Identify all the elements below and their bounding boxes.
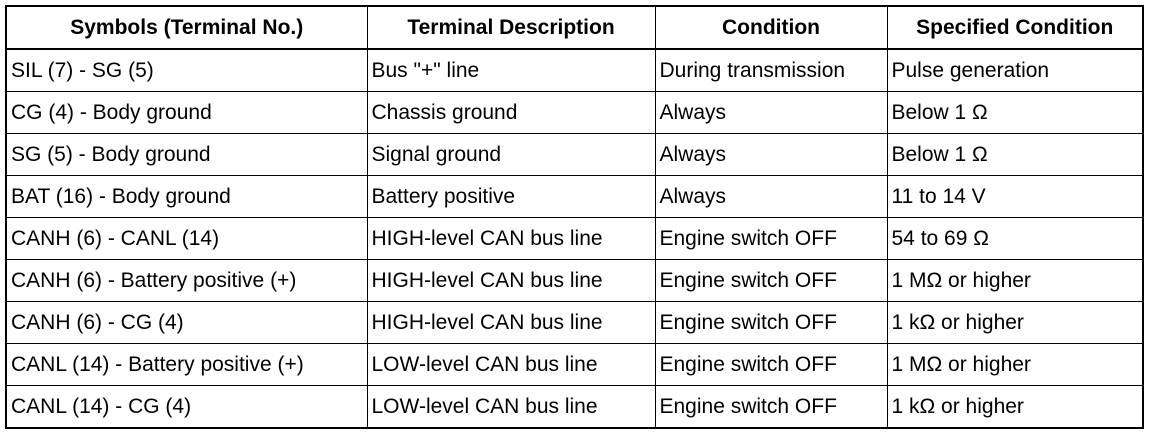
- header-condition: Condition: [655, 6, 887, 49]
- cell-symbols: CANL (14) - Battery positive (+): [6, 344, 367, 386]
- cell-description: HIGH-level CAN bus line: [367, 260, 655, 302]
- cell-symbols: BAT (16) - Body ground: [6, 176, 367, 218]
- cell-condition: Engine switch OFF: [655, 218, 887, 260]
- cell-description: LOW-level CAN bus line: [367, 344, 655, 386]
- cell-specified: 1 kΩ or higher: [887, 302, 1143, 344]
- cell-description: HIGH-level CAN bus line: [367, 218, 655, 260]
- header-symbols: Symbols (Terminal No.): [6, 6, 367, 49]
- table-row: [6, 134, 1143, 176]
- cell-symbols: SG (5) - Body ground: [6, 134, 367, 176]
- table-row: [6, 344, 1143, 386]
- cell-specified: Below 1 Ω: [887, 134, 1143, 176]
- cell-description: Bus "+" line: [367, 49, 655, 92]
- table-header-row: [6, 6, 1143, 49]
- table-row: [6, 260, 1143, 302]
- cell-condition: Engine switch OFF: [655, 344, 887, 386]
- terminal-spec-table: [5, 5, 1144, 429]
- cell-description: LOW-level CAN bus line: [367, 386, 655, 429]
- cell-condition: Engine switch OFF: [655, 260, 887, 302]
- table-row: [6, 49, 1143, 92]
- table-row: [6, 92, 1143, 134]
- table-row: [6, 302, 1143, 344]
- cell-symbols: CG (4) - Body ground: [6, 92, 367, 134]
- header-terminal-description: Terminal Description: [367, 6, 655, 49]
- cell-symbols: CANH (6) - CG (4): [6, 302, 367, 344]
- cell-condition: During transmission: [655, 49, 887, 92]
- cell-condition: Always: [655, 134, 887, 176]
- cell-specified: 11 to 14 V: [887, 176, 1143, 218]
- cell-description: HIGH-level CAN bus line: [367, 302, 655, 344]
- header-specified-condition: Specified Condition: [887, 6, 1143, 49]
- cell-specified: 54 to 69 Ω: [887, 218, 1143, 260]
- cell-symbols: CANH (6) - CANL (14): [6, 218, 367, 260]
- cell-description: Battery positive: [367, 176, 655, 218]
- cell-specified: 1 MΩ or higher: [887, 344, 1143, 386]
- cell-description: Signal ground: [367, 134, 655, 176]
- table-row: [6, 176, 1143, 218]
- cell-condition: Engine switch OFF: [655, 386, 887, 429]
- cell-specified: Pulse generation: [887, 49, 1143, 92]
- cell-symbols: CANH (6) - Battery positive (+): [6, 260, 367, 302]
- cell-condition: Engine switch OFF: [655, 302, 887, 344]
- cell-specified: Below 1 Ω: [887, 92, 1143, 134]
- cell-specified: 1 kΩ or higher: [887, 386, 1143, 429]
- cell-condition: Always: [655, 92, 887, 134]
- cell-specified: 1 MΩ or higher: [887, 260, 1143, 302]
- cell-symbols: SIL (7) - SG (5): [6, 49, 367, 92]
- table-row: [6, 218, 1143, 260]
- cell-condition: Always: [655, 176, 887, 218]
- cell-description: Chassis ground: [367, 92, 655, 134]
- table-row: [6, 386, 1143, 429]
- cell-symbols: CANL (14) - CG (4): [6, 386, 367, 429]
